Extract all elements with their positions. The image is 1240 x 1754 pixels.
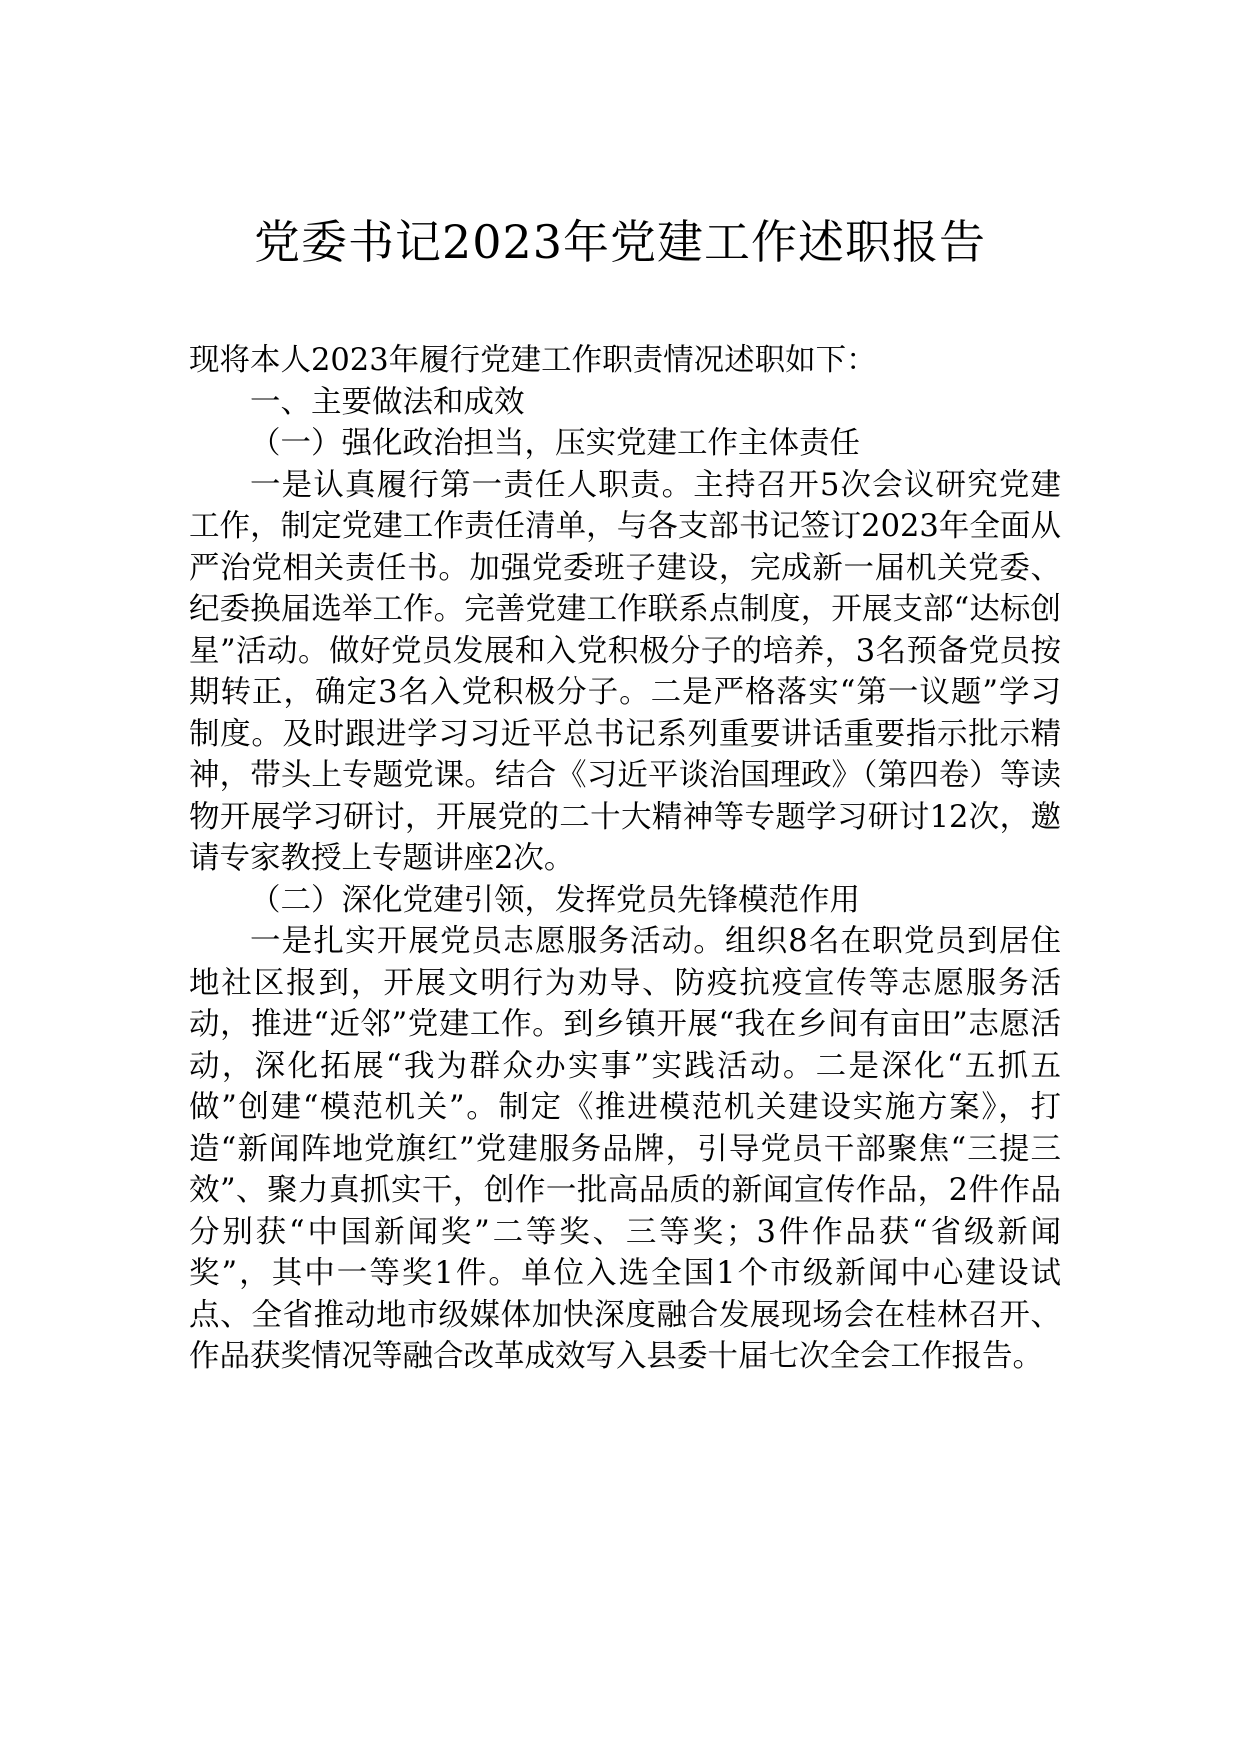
subsection-heading-1: （一）强化政治担当，压实党建工作主体责任 bbox=[250, 426, 860, 461]
section-heading-1: 一、主要做法和成效 bbox=[250, 384, 525, 420]
intro-paragraph: 现将本人2023年履行党建工作职责情况述职如下： bbox=[189, 343, 877, 378]
body-paragraph-2: 一是扎实开展党员志愿服务活动。组织8名在职党员到居住地社区报到，开展文明行为劝导、防疫抗疫宣传等志愿服务活动，推进“近邻”党建工作。到乡镇开展“我在乡间有亩田”志愿活动，深化拓展“我为群众办实事”实践活动。二是深化“五抓五做”创建“模范机关”。制定《推进模范机关建设实施方案》，打造“新闻阵地党旗红”党建服务品牌，引导党员干部聚焦“三提三效”、聚力真抓实干，创作一批高品质的新闻宣传作品，2件作品分别获“中国新闻奖”二等奖、三等奖；3件作品获“省级新闻奖”，其中一等奖1件。单位入选全国1个市级新闻中心建设试点、全省推动地市级媒体加快深度融合发展现场会在桂林召开、作品获奖情况等融合改革成效写入县委十届七次全会工作报告。 bbox=[189, 924, 1061, 1374]
body-paragraph-1: 一是认真履行第一责任人职责。主持召开5次会议研究党建工作，制定党建工作责任清单，与各支部书记签订2023年全面从严治党相关责任书。加强党委班子建设，完成新一届机关党委、纪委换届选举工作。完善党建工作联系点制度，开展支部“达标创星”活动。做好党员发展和入党积极分子的培养，3名预备党员按期转正，确定3名入党积极分子。二是严格落实“第一议题”学习制度。及时跟进学习习近平总书记系列重要讲话重要指示批示精神，带头上专题党课。结合《习近平谈治国理政》（第四卷）等读物开展学习研讨，开展党的二十大精神等专题学习研讨12次，邀请专家教授上专题讲座2次。 bbox=[189, 467, 1061, 876]
document-body bbox=[189, 340, 1061, 1378]
subsection-heading-2: （二）深化党建引领，发挥党员先锋模范作用 bbox=[250, 882, 860, 918]
document-title: 党委书记2023年党建工作述职报告 bbox=[253, 215, 987, 269]
